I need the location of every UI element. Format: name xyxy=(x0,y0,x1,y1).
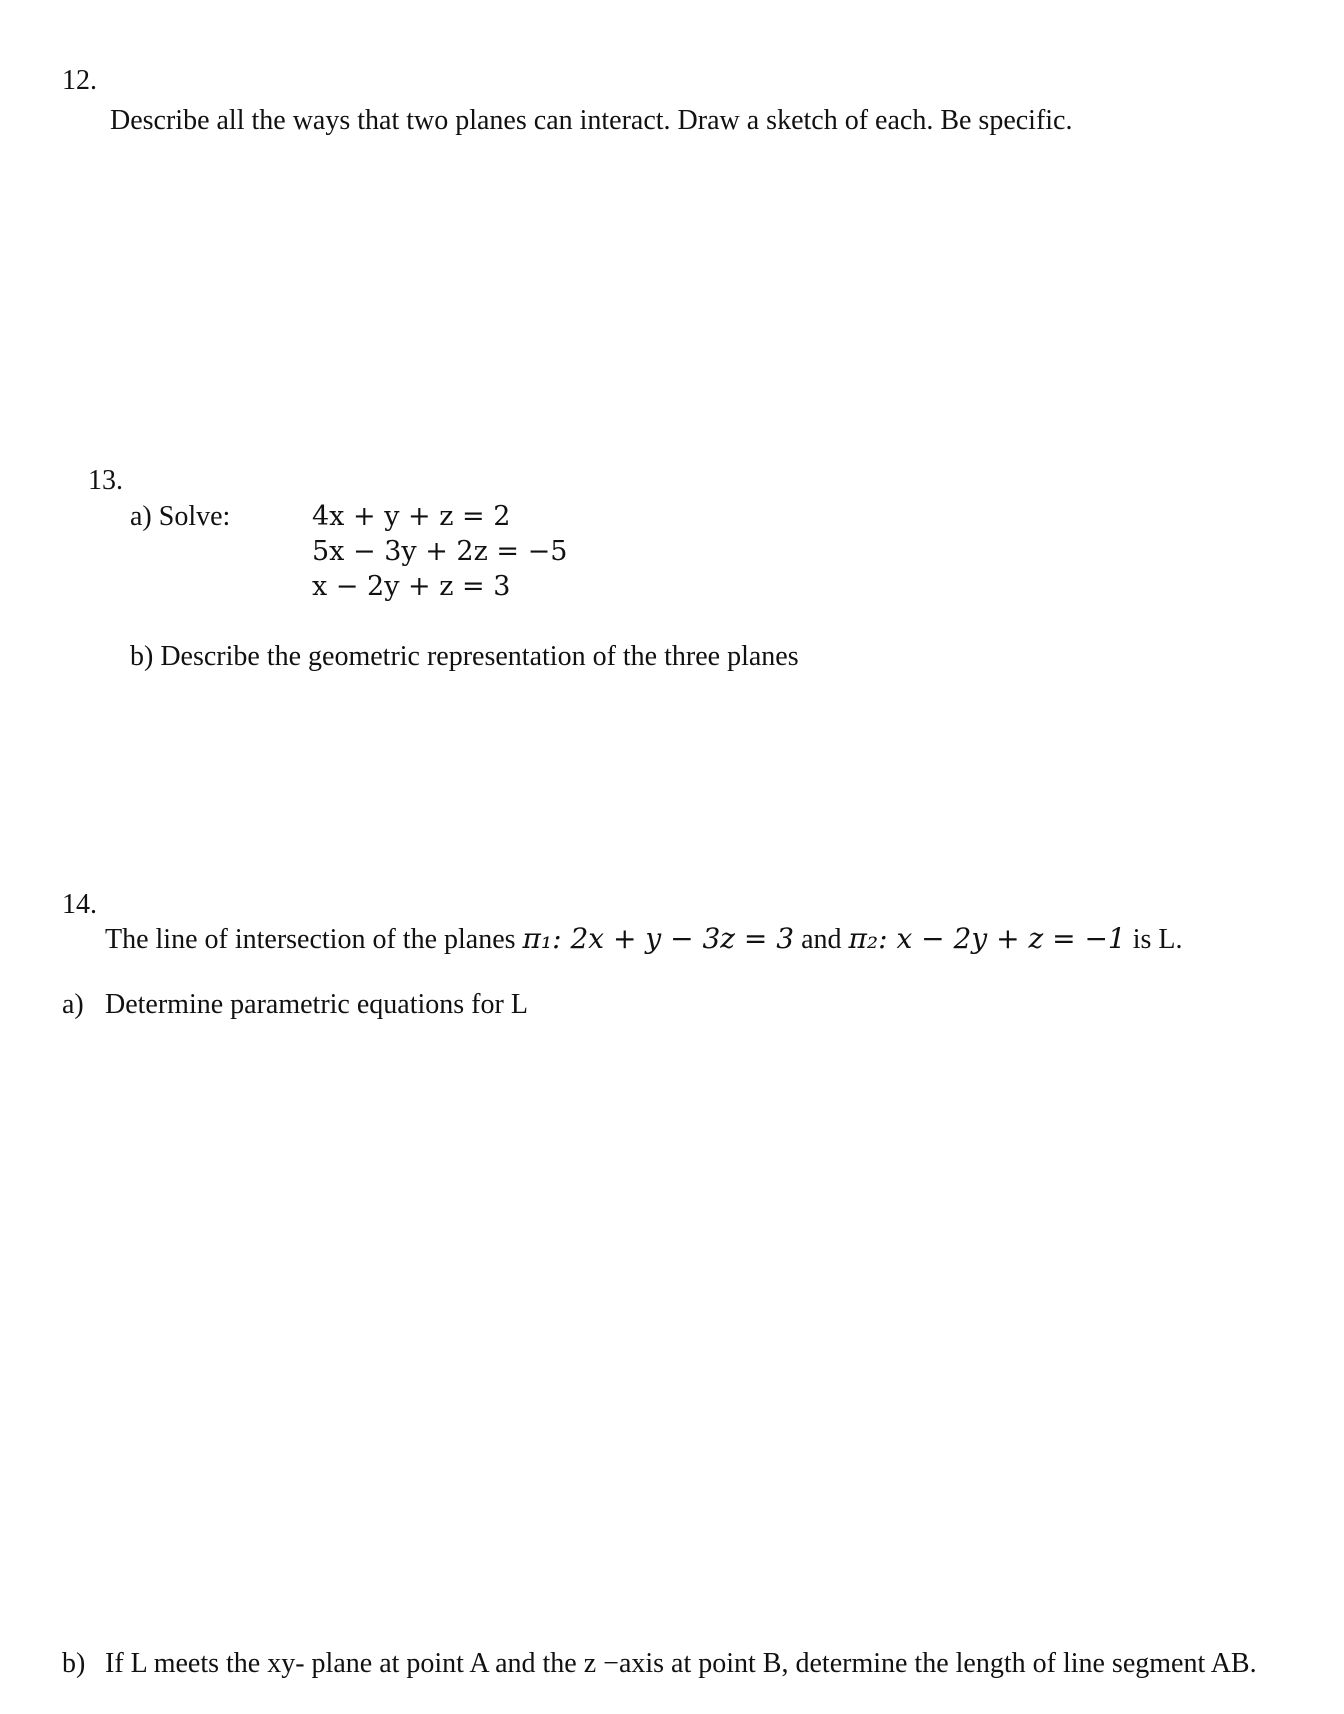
equation-1 xyxy=(312,500,510,534)
question-14a-label: a) xyxy=(62,989,84,1020)
equation-3 xyxy=(312,570,510,604)
plane-2-equation: π₂: x − 2y + z = −1 xyxy=(848,922,1126,955)
equation-3-text: x − 2y + z = 3 xyxy=(312,571,511,602)
question-14a-text: Determine parametric equations for L xyxy=(105,989,528,1020)
equation-2-text: 5x − 3y + 2z = −5 xyxy=(312,536,568,567)
stem-end: is L. xyxy=(1125,924,1183,955)
stem-start: The line of intersection of the planes xyxy=(105,924,523,955)
equation-1-text: 4x + y + z = 2 xyxy=(312,501,511,532)
question-14b-label: b) xyxy=(62,1648,86,1679)
stem-and: and xyxy=(794,924,849,955)
question-13b-text: b) Describe the geometric representation of the three planes xyxy=(130,641,799,672)
question-13-number: 13. xyxy=(88,465,123,496)
question-14-stem xyxy=(105,922,1183,957)
question-14b-text: If L meets the xy- plane at point A and the z −axis at point B, determine the length of line segment AB. xyxy=(105,1648,1257,1679)
question-12-text: Describe all the ways that two planes can interact. Draw a sketch of each. Be specific. xyxy=(110,105,1073,136)
question-14-number: 14. xyxy=(62,889,97,920)
question-13a-label: a) Solve: xyxy=(130,501,231,532)
plane-1-equation: π₁: 2x + y − 3z = 3 xyxy=(522,922,795,955)
question-12-number: 12. xyxy=(62,65,97,96)
equation-2 xyxy=(312,535,567,569)
